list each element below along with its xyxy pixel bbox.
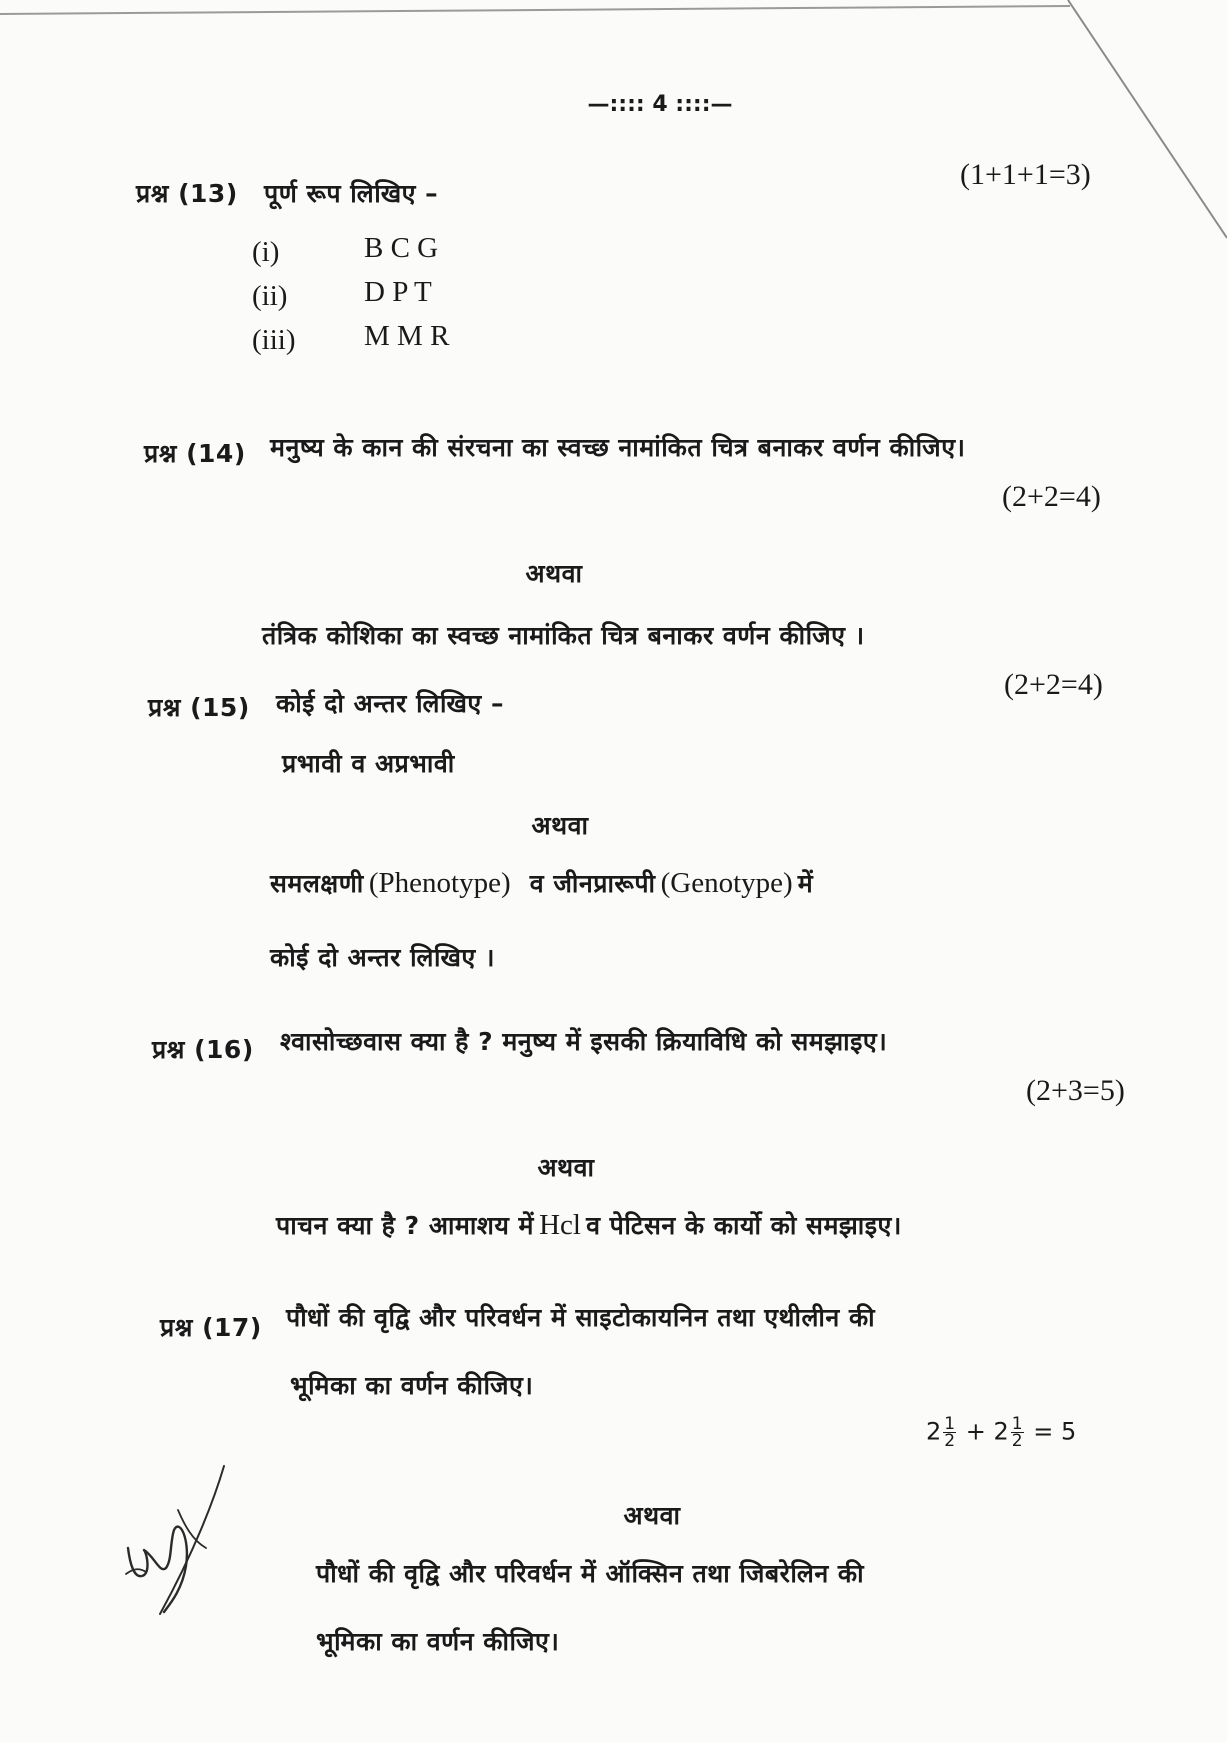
q17-marks-whole-2: 2: [993, 1417, 1009, 1446]
q17-alt-line1: पौधों की वृद्वि और परिवर्धन में ऑक्सिन तथा जिबरेलिन की: [316, 1559, 865, 1588]
q17-marks-denominator-2: 2: [1011, 1431, 1023, 1451]
q16-label: प्रश्न (16): [152, 1035, 254, 1064]
q15-marks: (2+2=4): [1004, 668, 1103, 701]
signature-mark: [120, 1456, 250, 1626]
q17-marks-numerator-2: 1: [1011, 1414, 1023, 1434]
q17-marks-equals: =: [1033, 1417, 1054, 1446]
q14-label: प्रश्न (14): [144, 439, 246, 468]
q15-or: अथवा: [531, 811, 589, 840]
q16-marks: (2+3=5): [1026, 1074, 1125, 1107]
q16-or: अथवा: [537, 1153, 595, 1182]
q13-label: प्रश्न (13): [136, 179, 238, 208]
q13-text: पूर्ण रूप लिखिए –: [264, 179, 439, 208]
q15-alt-line2: कोई दो अन्तर लिखिए ।: [270, 943, 495, 972]
q15-alt-phenotype-hindi: समलक्षणी: [270, 869, 364, 898]
q14-text: मनुष्य के कान की संरचना का स्वच्छ नामांकित चित्र बनाकर वर्णन कीजिए।: [270, 433, 966, 462]
q17-marks-numerator-1: 1: [944, 1414, 956, 1434]
q15-alt-mein: में: [797, 869, 814, 898]
q14-alt: तंत्रिक कोशिका का स्वच्छ नामांकित चित्र बनाकर वर्णन कीजिए ।: [262, 621, 865, 650]
q13-marks: (1+1+1=3): [960, 158, 1091, 191]
q13-item-2-num: (ii): [252, 280, 288, 312]
q17-alt-line2: भूमिका का वर्णन कीजिए।: [316, 1627, 560, 1656]
q17-marks-whole-1: 2: [926, 1417, 942, 1446]
q17-marks: [926, 1416, 1076, 1449]
q17-marks-fraction-2: [1011, 1416, 1024, 1449]
q13-item-2-abbr: D P T: [364, 276, 432, 308]
q17-line2: भूमिका का वर्णन कीजिए।: [290, 1371, 534, 1400]
scan-edge-lines: [0, 0, 1227, 260]
q13-item-3-abbr: M M R: [364, 320, 450, 352]
q17-marks-total: 5: [1061, 1417, 1077, 1446]
q16-alt-part2: व पेटिसन के कार्यो को समझाइए।: [586, 1211, 902, 1240]
q17-label: प्रश्न (17): [160, 1313, 262, 1342]
q14-marks: (2+2=4): [1002, 480, 1101, 513]
q15-text: कोई दो अन्तर लिखिए –: [276, 689, 504, 718]
q15-alt-phenotype-english: (Phenotype): [368, 867, 511, 899]
q17-or: अथवा: [623, 1501, 681, 1530]
q15-alt-genotype-hindi: व जीनप्रारूपी: [529, 869, 656, 898]
q17-marks-plus: +: [965, 1417, 986, 1446]
page-number: —:::: 4 ::::—: [587, 92, 733, 117]
q15-label: प्रश्न (15): [148, 693, 250, 722]
q17-marks-denominator-1: 2: [944, 1431, 956, 1451]
q15-alt-genotype-english: (Genotype): [660, 867, 793, 899]
q16-alt-part1: पाचन क्या है ? आमाशय में: [276, 1211, 534, 1240]
q13-item-1-abbr: B C G: [364, 232, 439, 264]
q16-alt: [276, 1208, 902, 1242]
q15-pair: प्रभावी व अप्रभावी: [282, 749, 455, 778]
q16-alt-hcl: Hcl: [539, 1209, 581, 1241]
q17-marks-fraction-1: [943, 1416, 956, 1449]
q14-or: अथवा: [525, 559, 583, 588]
q16-text: श्वासोच्छवास क्या है ? मनुष्य में इसकी क्रियाविधि को समझाइए।: [280, 1027, 888, 1056]
q15-alt-line1: [270, 866, 813, 900]
q13-item-3-num: (iii): [252, 324, 296, 356]
q13-item-1-num: (i): [252, 236, 280, 268]
q17-line1: पौधों की वृद्वि और परिवर्धन में साइटोकायनिन तथा एथीलीन की: [286, 1303, 876, 1332]
